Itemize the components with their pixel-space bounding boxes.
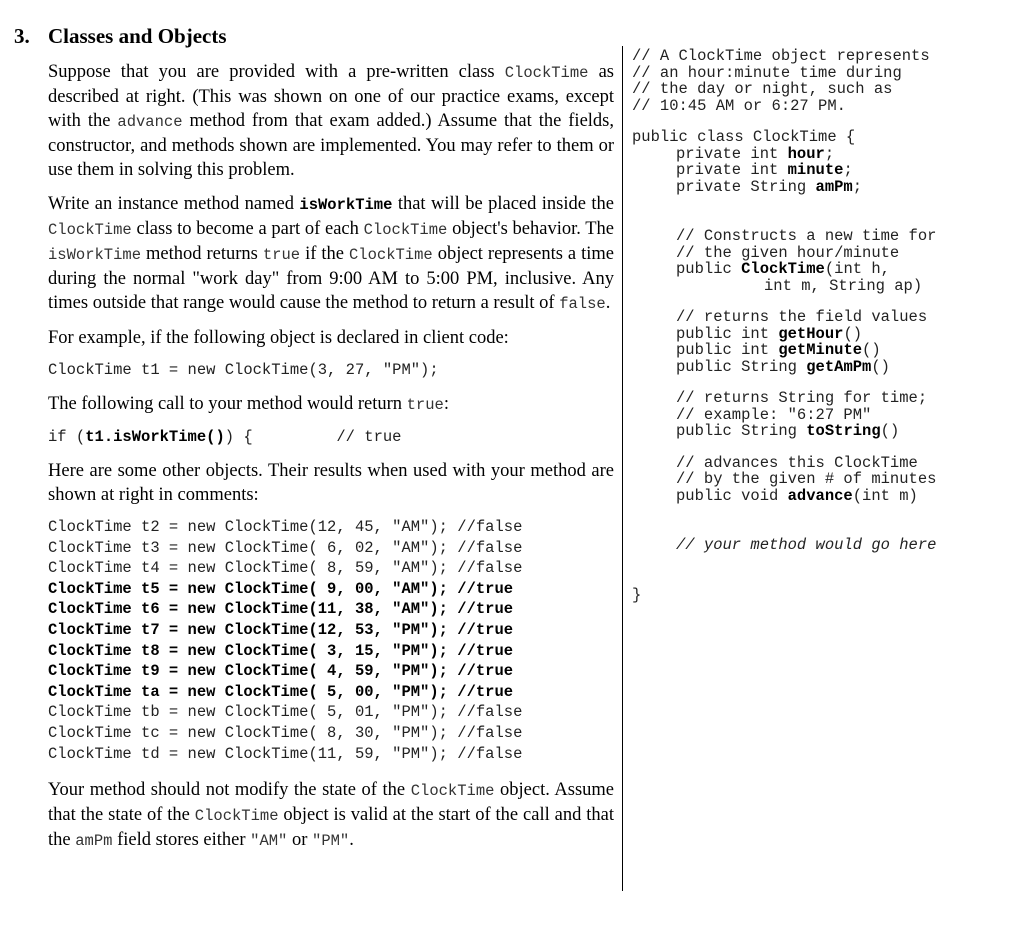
example-object-line: ClockTime t3 = new ClockTime( 6, 02, "AM"); //false [48,538,523,557]
code-comment: // example: "6:27 PM" [676,405,872,424]
example-object-line: ClockTime t2 = new ClockTime(12, 45, "AM"); //false [48,518,523,536]
code-comment: // 10:45 AM or 6:27 PM. [632,96,846,115]
code-comment: // advances this ClockTime [676,453,918,472]
intro-paragraph-2: Write an instance method named isWorkTime that will be placed inside the ClockTime class to become a part of each ClockTime object's behavior. The isWorkTime method returns true if the ClockTime object represents a time during the normal "work day" from 9:00 AM to 5:00 PM, inclusive. Any times outside that range would cause the method to return a result of false. [48,194,615,313]
code-comment: // Constructs a new time for [676,227,937,245]
problem-heading [14,24,227,49]
code-comment: // A ClockTime object represents [632,47,930,65]
example-objects-list [48,517,614,764]
example-object-line: ClockTime tb = new ClockTime( 5, 01, "PM"); //false [48,703,523,722]
field-declaration: private String amPm; [676,177,863,196]
code-comment: // an hour:minute time during [632,63,902,82]
example-object-line: ClockTime t7 = new ClockTime(12, 53, "PM"); //true [48,620,514,639]
intro-paragraph-1: Suppose that you are provided with a pre-written class ClockTime as described at right. (This was shown on one of our practice exams, except with the advance method from that exam added.) Assume that the fields, constructor, and methods shown are implemented. You may refer to them or use them in solving this problem. [48,62,614,180]
code-comment: // returns the field values [676,308,928,326]
example-object-line: ClockTime t9 = new ClockTime( 4, 59, "PM"); //true [48,662,514,681]
example-object-line: ClockTime td = new ClockTime(11, 59, "PM"); //false [48,744,523,763]
problem-number: 3. [14,24,30,48]
example-declaration: ClockTime t1 = new ClockTime(3, 27, "PM"); [48,361,439,379]
placeholder-comment: // your method would go here [676,536,937,554]
method-signature: public String getAmPm() [676,357,890,376]
example-object-line: ClockTime t4 = new ClockTime( 8, 59, "AM"); //false [48,559,523,578]
example-object-line: ClockTime t5 = new ClockTime( 9, 00, "AM"); //true [48,579,514,598]
intro-paragraph-3: For example, if the following object is declared in client code: [48,328,509,348]
code-comment: // returns String for time; [676,389,928,407]
column-divider [622,46,623,891]
field-declaration: private int minute; [676,161,853,179]
constructor-signature: public ClockTime(int h, [676,260,890,278]
class-closing-brace: } [632,585,642,604]
code-comment: // the day or night, such as [632,80,893,98]
example-object-line: ClockTime tc = new ClockTime( 8, 30, "PM"); //false [48,723,523,742]
intro-paragraph-5: Here are some other objects. Their results when used with your method are shown at right in comments: [48,461,614,505]
example-call: if (t1.isWorkTime()) { // true [48,428,402,446]
example-object-line: ClockTime t6 = new ClockTime(11, 38, "AM"); //true [48,600,514,619]
intro-paragraph-6: Your method should not modify the state of the ClockTime object. Assume that the state of the ClockTime object is valid at the start of the call and that the amPm field stores either "AM" or "PM". [48,780,614,851]
constructor-signature-cont: int m, String ap) [764,276,923,295]
intro-paragraph-4: The following call to your method would return true: [48,394,449,414]
method-signature: public int getHour() [676,324,863,343]
method-signature: public int getMinute() [676,341,881,359]
code-comment: // the given hour/minute [676,243,900,262]
code-comment: // by the given # of minutes [676,470,937,488]
field-declaration: private int hour; [676,144,835,163]
method-signature: public void advance(int m) [676,486,918,505]
example-object-line: ClockTime t8 = new ClockTime( 3, 15, "PM"); //true [48,641,514,660]
problem-description [48,60,614,863]
example-object-line: ClockTime ta = new ClockTime( 5, 00, "PM"); //true [48,682,514,701]
problem-title: Classes and Objects [48,24,227,48]
class-declaration: public class ClockTime { [632,128,856,146]
method-signature: public String toString() [676,422,900,440]
class-code-listing [632,48,1022,603]
